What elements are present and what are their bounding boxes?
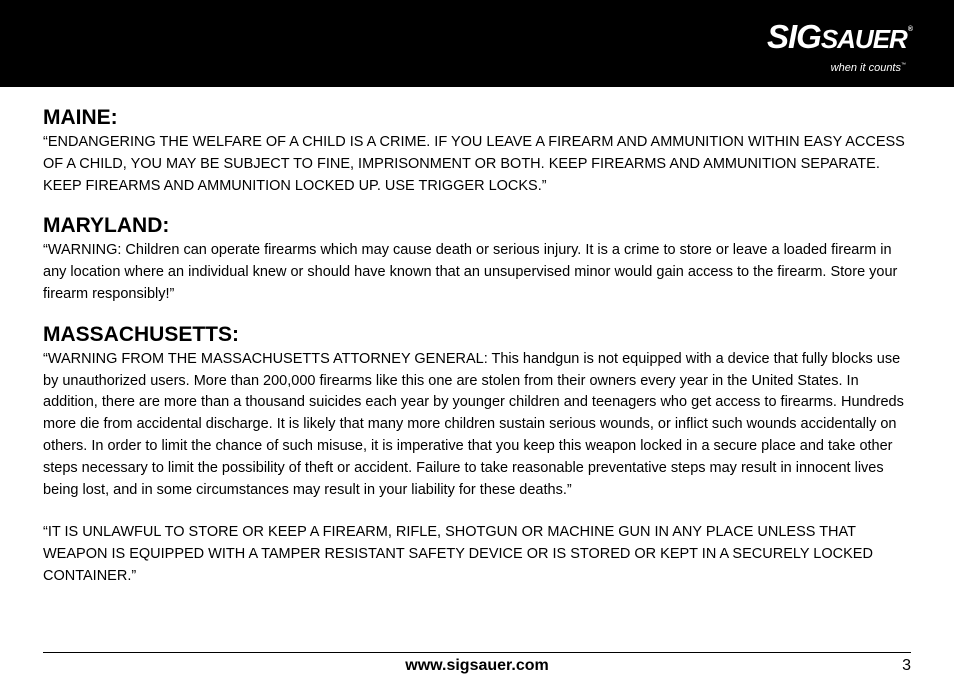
page-number: 3	[902, 657, 911, 674]
document-body	[43, 104, 915, 588]
logo-sauer-text: SAUER	[820, 24, 907, 54]
section-maryland	[43, 212, 915, 305]
section-text: “IT IS UNLAWFUL TO STORE OR KEEP A FIREARM, RIFLE, SHOTGUN OR MACHINE GUN IN ANY PLACE UNLESS THAT WEAPON IS EQUIPPED WITH A TAMPER RESISTANT SAFETY DEVICE OR IS STORED OR KEPT IN A SECURELY LOCKED CONTAINER.”	[43, 524, 873, 584]
section-text: “WARNING: Children can operate firearms which may cause death or serious injury. It is a crime to store or leave a loaded firearm in any location where an individual knew or should have known that an unsupervised minor would gain access to the firearm. Store your firearm responsibly!”	[43, 242, 898, 302]
registered-mark: ®	[907, 26, 912, 33]
section-text: “ENDANGERING THE WELFARE OF A CHILD IS A CRIME. IF YOU LEAVE A FIREARM AND AMMUNITION WITHIN EASY ACCESS OF A CHILD, YOU MAY BE SUBJECT TO FINE, IMPRISONMENT OR BOTH. KEEP FIREARMS AND AMMUNITION SEPARATE. KEEP FIREARMS AND AMMUNITION LOCKED UP. USE TRIGGER LOCKS.”	[43, 134, 905, 194]
section-spacer	[43, 306, 915, 321]
section-text: “WARNING FROM THE MASSACHUSETTS ATTORNEY GENERAL: This handgun is not equipped with a device that fully blocks use by unauthorized users. More than 200,000 firearms like this one are stolen from their owners every year in the United States. In addition, there are more than a thousand suicides each year by younger children and teenagers who get access to firearms. Hundreds more die from accidental discharge. It is likely that many more children sustain serious wounds, or inflict such wounds accidentally on others. In order to limit the chance of such misuse, it is imperative that you keep this weapon locked in a secure place and take other steps necessary to limit the possibility of theft or accident. Failure to take reasonable preventative steps may result in innocent lives being lost, and in some circumstances may result in your liability for these deaths.”	[43, 350, 904, 498]
section-heading: MASSACHUSETTS:	[43, 322, 240, 346]
logo-tagline-text: when it counts	[830, 62, 901, 74]
section-massachusetts	[43, 321, 915, 588]
footer-url: www.sigsauer.com	[405, 657, 549, 674]
section-maine	[43, 104, 915, 197]
section-heading: MARYLAND:	[43, 214, 170, 238]
logo-wordmark	[767, 20, 912, 53]
paragraph-spacer	[43, 501, 915, 522]
trademark-mark: ™	[901, 62, 906, 68]
section-heading: MAINE:	[43, 106, 118, 129]
sig-sauer-logo	[766, 18, 912, 80]
footer-divider	[43, 652, 911, 653]
logo-tagline	[831, 62, 906, 74]
header-bar	[0, 0, 954, 87]
logo-sig-text: SIG	[766, 18, 821, 55]
section-spacer	[43, 197, 915, 212]
